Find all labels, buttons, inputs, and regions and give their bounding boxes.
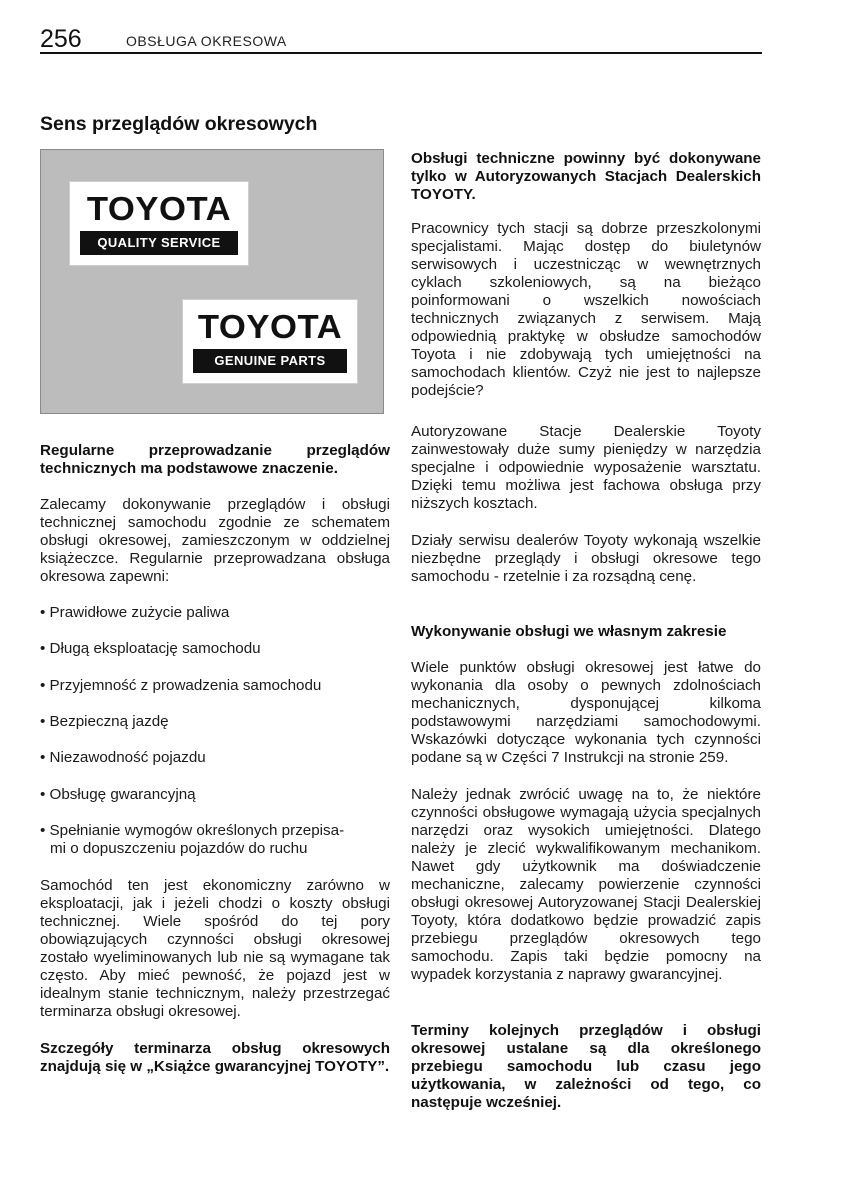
subheading-self-service: Wykonywanie obsługi we własnym zakresie [411, 623, 727, 640]
list-item-line: • Spełnianie wymogów określonych przepisa- [40, 822, 345, 839]
section-name: OBSŁUGA OKRESOWA [126, 33, 287, 49]
subheading-schedule-details: Szczegóły terminarza obsług okresowych znajdują się w „Książce gwarancyjnej TOYOTY”. [40, 1040, 390, 1075]
toyota-logos-figure [40, 149, 384, 414]
paragraph-special-tools: Należy jednak zwrócić uwagę na to, że niektóre czynności obsługowe wymagają użycia specjalnych narzędzi oraz wysokich umiejętności. Dlatego należy je zlecić wykwalifikowanym mechanikom. Nawet gdy użytkownik ma doświadczenie mechaniczne, zalecamy powierzenie czynności obsługi okresowej Autoryzowanej Stacji Dealerskiej Toyoty, która dodatkowo będzie prowadzić zapis przebiegu przeglądów okresowych tego samochodu. Zapis taki będzie pomocny na wypadek korzystania z naprawy gwarancyjnej. [411, 786, 761, 983]
page-title: Sens przeglądów okresowych [40, 113, 318, 135]
subheading-regular-service: Regularne przeprowadzanie przeglądów technicznych ma podstawowe znaczenie. [40, 442, 390, 477]
paragraph-service-departments: Działy serwisu dealerów Toyoty wykonają wszelkie niezbędne przeglądy i obsługi okresowe tego samochodu - rzetelnie i za rozsądną cenę. [411, 532, 761, 585]
paragraph-economy: Samochód ten jest ekonomiczny zarówno w eksploatacji, jak i jeżeli chodzi o koszty obsługi technicznej. Wiele spośród do tej pory obowiązujących czynności obsługi okresowej zostało wyeliminowanych lub nie są wymagane tak często. Aby mieć pewność, że pojazd jest w idealnym stanie technicznym, należy przestrzegać terminarza obsługi okresowej. [40, 877, 390, 1020]
list-item: • Obsługę gwarancyjną [40, 786, 196, 803]
paragraph-investment: Autoryzowane Stacje Dealerskie Toyoty zainwestowały duże sumy pieniędzy w narzędzia specjalne i odpowiednie wyposażenie warsztatu. Dzięki temu możliwa jest fachowa obsługa przy niższych kosztach. [411, 423, 761, 512]
subheading-authorized-dealers: Obsługi techniczne powinny być dokonywane tylko w Autoryzowanych Stacjach Dealerskich TOYOTY. [411, 150, 761, 203]
toyota-genuine-parts-logo [182, 299, 358, 384]
logo-bar-text: GENUINE PARTS [193, 349, 347, 373]
list-item: • Niezawodność pojazdu [40, 749, 206, 766]
paragraph-staff: Pracownicy tych stacji są dobrze przeszkolonymi specjalistami. Mając dostęp do biuletynów serwisowych i uczestnicząc w wewnętrznych cyklach szkoleniowych, są na bieżąco poinformowani o wszelkich nowościach technicznych związanych z serwisem. Mają odpowiednią praktykę w obsłudze samochodów Toyota i nie zdobywają tych umiejętności na samochodach klientów. Czyż nie jest to najlepsze podejście? [411, 220, 761, 399]
logo-bar-text: QUALITY SERVICE [80, 231, 238, 255]
logo-wordmark: TOYOTA [86, 190, 232, 227]
paragraph-self-service: Wiele punktów obsługi okresowej jest łatwe do wykonania dla osoby o pewnych zdolnościach mechanicznych, dysponującej kilkoma podstawowymi narzędziami samochodowymi. Wskazówki dotyczące wykonania tych czynności podane są w Części 7 Instrukcji na stronie 259. [411, 659, 761, 766]
toyota-quality-service-logo [69, 181, 249, 266]
list-item: • Długą eksploatację samochodu [40, 640, 261, 657]
subheading-service-intervals: Terminy kolejnych przeglądów i obsługi okresowej ustalane są dla określonego przebiegu samochodu lub czasu jego użytkowania, w zależności od tego, co następuje wcześniej. [411, 1022, 761, 1111]
list-item: • Bezpieczną jazdę [40, 713, 169, 730]
page-number: 256 [40, 25, 82, 53]
logo-wordmark: TOYOTA [197, 308, 343, 345]
list-item-line: mi o dopuszczeniu pojazdów do ruchu [50, 840, 308, 857]
list-item: • Przyjemność z prowadzenia samochodu [40, 677, 322, 694]
page-header [40, 26, 762, 54]
paragraph-intro: Zalecamy dokonywanie przeglądów i obsługi technicznej samochodu zgodnie ze schematem obsługi okresowej, zamieszczonym w oddzielnej książeczce. Regularnie przeprowadzana obsługa okresowa zapewni: [40, 496, 390, 585]
list-item [40, 822, 390, 858]
list-item: • Prawidłowe zużycie paliwa [40, 604, 230, 621]
